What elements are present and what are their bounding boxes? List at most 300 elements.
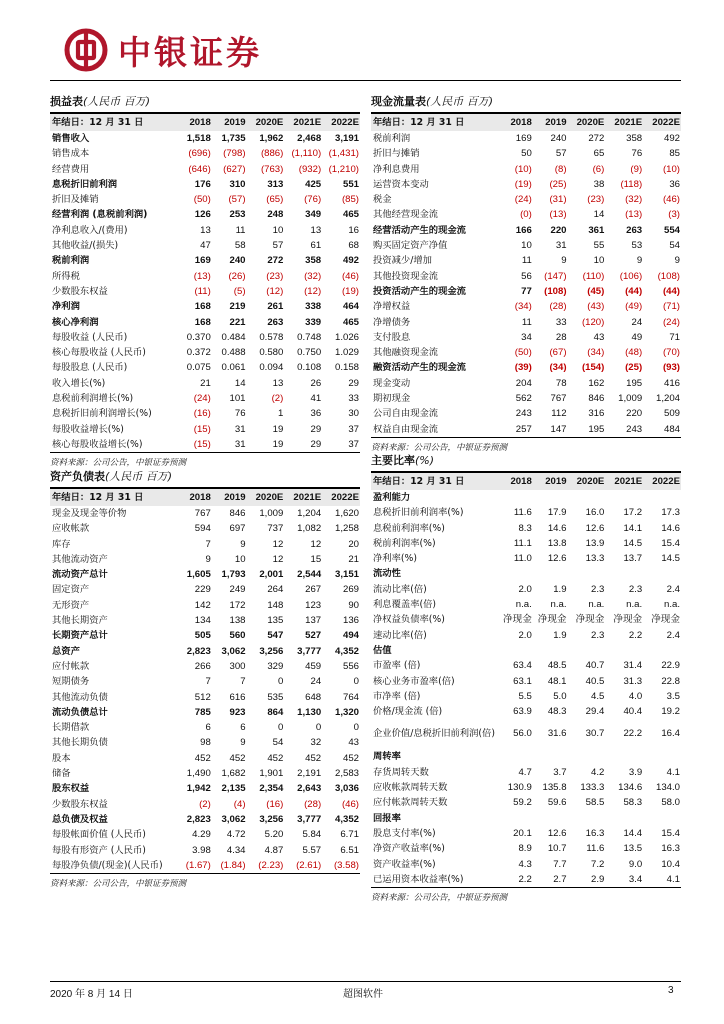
row-value: (9) <box>630 163 643 175</box>
row-label: 长期借款 <box>52 722 90 734</box>
row-value: 240 <box>550 133 567 144</box>
row-value: 4,352 <box>334 645 359 657</box>
row-value: (65) <box>266 194 284 206</box>
row-value: 2,135 <box>221 783 246 795</box>
row-label: 净权益负债率(%) <box>373 614 445 626</box>
row-label: 总资产 <box>52 645 80 657</box>
row-value: (1,431) <box>328 148 359 160</box>
row-value: 30 <box>348 408 359 420</box>
row-value: 785 <box>194 706 211 718</box>
row-value: 349 <box>305 209 322 221</box>
row-value: 0.094 <box>259 362 284 374</box>
row-label: 其他融资现金流 <box>373 347 439 359</box>
row-value: 0.578 <box>259 331 284 343</box>
row-value: 263 <box>267 316 284 328</box>
row-value: (110) <box>582 270 605 282</box>
cashflow-statement-panel <box>371 92 681 455</box>
table-row <box>371 269 681 284</box>
row-label: 税金 <box>373 194 392 206</box>
row-label: 其他长期负债 <box>52 737 108 749</box>
row-label: 经营费用 <box>52 163 90 175</box>
row-value: (50) <box>193 194 211 206</box>
row-label: 折旧及摊销 <box>52 194 99 206</box>
row-value <box>498 749 533 764</box>
row-value: 13.7 <box>623 553 643 565</box>
row-value: 0.488 <box>221 347 246 359</box>
row-value: 527 <box>305 630 322 642</box>
row-label: 每股股息 (人民币) <box>52 362 128 374</box>
fiscal-year-end-header: 年结日：12 月 31 日 <box>50 114 177 131</box>
table-header-row <box>371 114 681 131</box>
row-value: 43 <box>593 331 605 343</box>
row-value: 11 <box>521 255 532 267</box>
row-value: 10 <box>593 255 605 267</box>
table-row <box>371 162 681 177</box>
row-value: 16 <box>348 224 359 236</box>
year-column-header: 2021E <box>284 114 322 131</box>
row-value: (50) <box>514 347 532 359</box>
row-value: 11.1 <box>513 537 532 549</box>
row-value: 57 <box>272 240 284 252</box>
section-unit: (%) <box>415 454 435 467</box>
row-value: 243 <box>515 408 532 420</box>
row-value: 846 <box>588 393 605 405</box>
row-value: 50 <box>521 148 532 160</box>
row-value: 130.9 <box>507 782 532 794</box>
row-value: 33 <box>555 316 567 328</box>
table-row <box>371 299 681 314</box>
row-label: 其他经营现金流 <box>373 209 439 221</box>
row-label: 速动比率(倍) <box>373 629 427 641</box>
row-label: 核心每股收益 (人民币) <box>52 347 146 359</box>
row-value: 9 <box>240 538 246 550</box>
row-value: 10 <box>521 240 532 252</box>
table-row <box>371 704 681 719</box>
table-row <box>371 330 681 345</box>
year-column-header: 2019 <box>212 489 247 506</box>
footer-company: 超图软件 <box>343 989 383 1000</box>
row-value: 767 <box>194 508 211 519</box>
row-value: 3,062 <box>221 645 246 657</box>
row-label: 公司自由现金流 <box>373 408 439 420</box>
year-column-header: 2022E <box>643 114 681 131</box>
row-value: (19) <box>514 178 532 190</box>
row-value: 2,823 <box>186 645 211 657</box>
row-value: 14.5 <box>661 553 680 565</box>
table-row <box>50 238 360 253</box>
table-row <box>50 582 360 597</box>
table-row <box>50 674 360 689</box>
row-value: 3,777 <box>297 645 322 657</box>
row-value: 452 <box>267 752 284 764</box>
row-value: 459 <box>305 660 322 672</box>
table-row <box>50 858 360 874</box>
row-value: 11 <box>235 224 246 236</box>
footer-rule <box>50 981 681 982</box>
row-label: 净利率(%) <box>373 553 417 565</box>
row-value: 4.1 <box>666 766 680 778</box>
row-label: 销售收入 <box>52 133 90 144</box>
row-value: 43 <box>348 737 359 749</box>
row-value: 31 <box>212 437 247 453</box>
row-value: 1.9 <box>553 629 567 641</box>
row-value: 24 <box>310 676 322 688</box>
row-value: 19 <box>247 437 285 453</box>
row-value: 0.372 <box>186 347 211 359</box>
row-value: (10) <box>662 163 680 175</box>
table-row <box>371 391 681 406</box>
row-value: (48) <box>625 347 643 359</box>
row-value: 1,682 <box>221 768 246 780</box>
row-value <box>643 811 681 826</box>
row-label: 应付帐款周转天数 <box>373 797 448 809</box>
table-row <box>371 223 681 238</box>
row-label: 净增权益 <box>373 301 411 313</box>
row-value: (34) <box>549 362 567 374</box>
table-row <box>371 872 681 888</box>
row-value: 249 <box>229 584 246 596</box>
row-value: 0.061 <box>221 362 246 374</box>
row-value: (6) <box>592 163 605 175</box>
row-value: 300 <box>229 660 246 672</box>
row-value: 2,354 <box>259 783 284 795</box>
row-value: 98 <box>200 737 211 749</box>
row-value: (147) <box>544 270 567 282</box>
row-label: 其他收益/(损失) <box>52 240 119 252</box>
row-value: 15.4 <box>661 537 680 549</box>
row-value: 17.9 <box>547 507 567 519</box>
row-value: 5.0 <box>553 690 567 702</box>
table-row <box>371 749 681 764</box>
row-value: (2) <box>199 798 211 810</box>
year-column-header: 2020E <box>247 489 285 506</box>
row-value: 29 <box>310 423 322 435</box>
row-value: 846 <box>229 508 246 519</box>
row-value: 7 <box>205 676 211 688</box>
row-value: 425 <box>305 178 322 190</box>
row-value: n.a. <box>550 599 567 611</box>
row-value: n.a. <box>663 599 680 611</box>
row-value: 5.84 <box>302 829 322 841</box>
row-value: 36 <box>669 178 680 190</box>
row-value: 267 <box>305 584 322 596</box>
row-label: 库存 <box>52 538 71 550</box>
year-column-header: 2020E <box>247 114 285 131</box>
row-label: 息税前利润增长(%) <box>52 393 134 405</box>
row-value: 4.7 <box>518 766 532 778</box>
row-value: 0.748 <box>297 331 322 343</box>
row-value: 2,823 <box>186 813 211 825</box>
section-title <box>371 451 681 473</box>
row-value: (1.67) <box>177 858 212 874</box>
row-value: 535 <box>267 691 284 703</box>
row-value: 0 <box>353 676 359 688</box>
row-label: 估值 <box>373 644 392 656</box>
row-value: 764 <box>342 691 359 703</box>
row-value: 269 <box>342 584 359 596</box>
row-value: 2.3 <box>591 629 605 641</box>
table-row <box>371 177 681 192</box>
row-value: 137 <box>305 615 322 627</box>
row-value: 12 <box>272 553 284 565</box>
row-value: (108) <box>544 285 567 297</box>
row-value: (106) <box>619 270 643 282</box>
row-value: 14 <box>593 209 605 221</box>
row-value: 58.5 <box>585 797 605 809</box>
table-row <box>50 827 360 842</box>
row-value: (3) <box>668 209 680 221</box>
row-value: 512 <box>194 691 211 703</box>
table-row <box>371 826 681 841</box>
row-label: 经营利润 (息税前利润) <box>52 209 148 221</box>
row-value: 6.51 <box>340 844 359 856</box>
row-value: 2.4 <box>666 583 680 595</box>
row-value: (85) <box>341 194 359 206</box>
row-value: 3,191 <box>334 133 359 144</box>
row-value: (70) <box>662 347 680 359</box>
row-value: 13.3 <box>585 553 605 565</box>
source-note: 资料来源：公司公告，中银证券预测 <box>371 442 508 453</box>
row-value: (2.23) <box>247 858 285 874</box>
row-label: 企业价值/息税折旧前利润(倍) <box>373 728 495 740</box>
row-value: 864 <box>267 706 284 718</box>
row-value: 1,130 <box>297 706 322 718</box>
table-row <box>50 537 360 552</box>
table-row <box>50 812 360 827</box>
row-value: 0.484 <box>221 331 246 343</box>
row-value <box>605 811 643 826</box>
row-value: 56.0 <box>513 728 532 740</box>
row-value: 261 <box>267 301 284 313</box>
row-value: (696) <box>188 148 211 160</box>
row-value: 1,009 <box>259 508 284 519</box>
row-label: 其他投资现金流 <box>373 270 439 282</box>
table-row <box>371 612 681 627</box>
row-value: 1,620 <box>334 508 359 519</box>
table-row <box>371 284 681 299</box>
row-label: 投资减少/增加 <box>373 255 432 267</box>
row-label: 期初现金 <box>373 393 411 405</box>
section-unit: (人民币 百万) <box>83 95 151 108</box>
year-column-header: 2019 <box>533 473 568 490</box>
row-value: 316 <box>588 408 605 420</box>
row-value: 40.4 <box>623 706 643 718</box>
table-row <box>50 146 360 161</box>
row-value: 2.2 <box>628 629 643 641</box>
row-value: 2,001 <box>259 569 284 581</box>
row-value: (32) <box>625 194 643 206</box>
table-row <box>50 360 360 375</box>
row-value <box>498 490 533 505</box>
row-value: 126 <box>194 209 211 221</box>
row-label: 息税折旧前利润率(%) <box>373 507 464 519</box>
row-value: (0) <box>520 209 532 221</box>
table-row <box>50 751 360 766</box>
row-value: 68 <box>348 240 359 252</box>
row-value: 47 <box>200 240 211 252</box>
row-value: (46) <box>662 194 680 206</box>
row-value: 17.2 <box>623 507 643 519</box>
row-label: 税前利润 <box>52 255 90 267</box>
row-value: 329 <box>267 660 284 672</box>
row-value: 135.8 <box>542 782 567 794</box>
row-value: 36 <box>310 408 322 420</box>
financial-table <box>371 473 681 888</box>
row-value: 492 <box>663 133 680 144</box>
row-value: 923 <box>229 706 246 718</box>
table-row <box>50 422 360 437</box>
row-label: 股东权益 <box>52 783 90 795</box>
row-value: 14.5 <box>623 537 643 549</box>
row-value: 61 <box>310 240 322 252</box>
year-column-header: 2020E <box>568 114 606 131</box>
financial-table <box>50 489 360 874</box>
row-value: 31.4 <box>623 660 643 672</box>
fiscal-year-end-header: 年结日：12 月 31 日 <box>371 473 498 490</box>
row-value: (39) <box>514 362 532 374</box>
row-value: 2.9 <box>568 872 606 888</box>
row-value: 31 <box>555 240 567 252</box>
table-row <box>50 720 360 735</box>
row-value: 133.3 <box>580 782 605 794</box>
row-label: 息税折旧前利润 <box>52 178 118 190</box>
row-label: 少数股东权益 <box>52 798 108 810</box>
row-value: 3.98 <box>192 844 211 856</box>
row-value: 195 <box>568 422 606 438</box>
year-column-header: 2022E <box>322 489 360 506</box>
row-label: 融资活动产生的现金流 <box>373 362 466 374</box>
row-value: (24) <box>514 194 532 206</box>
row-value: 14.6 <box>547 522 567 534</box>
table-row <box>50 690 360 705</box>
row-value: 168 <box>194 301 211 313</box>
row-value: (2.61) <box>284 858 322 874</box>
row-value <box>498 811 533 826</box>
row-value <box>568 566 606 581</box>
row-value: 264 <box>267 584 284 596</box>
row-value: 3.4 <box>605 872 643 888</box>
row-value: 2,191 <box>297 768 322 780</box>
row-value: 48.3 <box>547 706 567 718</box>
row-label: 息税前利润率(%) <box>373 522 445 534</box>
row-value: (798) <box>223 148 246 160</box>
row-value: 737 <box>267 523 284 535</box>
row-value: (49) <box>625 301 643 313</box>
row-value: 240 <box>229 255 246 267</box>
row-value: 4.2 <box>591 766 605 778</box>
row-value: 85 <box>669 148 680 160</box>
row-label: 净利息费用 <box>373 163 420 175</box>
row-value: 4.72 <box>226 829 246 841</box>
row-value: 59.2 <box>513 797 532 809</box>
row-value: (67) <box>549 347 567 359</box>
row-value: 29 <box>348 377 359 389</box>
row-value: 8.9 <box>518 843 532 855</box>
row-value: 2.7 <box>533 872 568 888</box>
table-row <box>371 536 681 551</box>
row-label: 核心业务市盈率(倍) <box>373 675 455 687</box>
table-row <box>50 269 360 284</box>
year-column-header: 2018 <box>177 114 212 131</box>
brand-name: 中银证券 <box>118 32 262 72</box>
row-value: 11.0 <box>513 553 532 565</box>
row-value: 20.1 <box>513 827 532 839</box>
table-row <box>371 253 681 268</box>
key-ratios-panel <box>371 451 681 905</box>
row-value: 2,583 <box>334 768 359 780</box>
row-value: 17.3 <box>661 507 680 519</box>
table-row <box>50 437 360 453</box>
table-row <box>50 781 360 796</box>
row-value: 16.3 <box>661 843 680 855</box>
row-value: 1,605 <box>186 569 211 581</box>
row-value: 2,544 <box>297 569 322 581</box>
row-value: 65 <box>593 148 605 160</box>
row-value: (5) <box>233 285 246 297</box>
row-value: 54 <box>272 737 284 749</box>
table-row <box>50 613 360 628</box>
row-value: 71 <box>669 331 680 343</box>
row-value: 358 <box>305 255 322 267</box>
row-label: 盈利能力 <box>373 492 411 503</box>
row-value: 净现金 <box>575 614 605 626</box>
source-note: 资料来源：公司公告，中银证券预测 <box>50 458 187 469</box>
row-value <box>605 566 643 581</box>
row-label: 无形资产 <box>52 599 90 611</box>
row-value: (11) <box>194 285 211 297</box>
row-value: 361 <box>588 224 605 236</box>
row-value: 3,062 <box>221 813 246 825</box>
row-value: 9 <box>636 255 643 267</box>
row-value: 767 <box>550 393 567 405</box>
table-row <box>371 643 681 658</box>
income-statement-panel <box>50 92 360 470</box>
row-label: 经营活动产生的现金流 <box>373 224 466 236</box>
row-value: 31.6 <box>547 728 567 740</box>
row-value: 4.29 <box>192 829 211 841</box>
table-row <box>371 360 681 375</box>
section-title <box>50 467 360 489</box>
row-value: 494 <box>342 630 359 642</box>
row-value: 31.3 <box>623 675 643 687</box>
row-value: (24) <box>662 316 680 328</box>
row-value: 248 <box>267 209 284 221</box>
row-value: 168 <box>194 316 211 328</box>
row-label: 每股帐面价值 (人民币) <box>52 829 146 841</box>
row-value: 3,256 <box>259 813 284 825</box>
year-column-header: 2022E <box>322 114 360 131</box>
row-label: 应付帐款 <box>52 660 90 672</box>
table-row <box>371 505 681 520</box>
row-label: 市盈率 (倍) <box>373 660 421 672</box>
row-value: (19) <box>341 285 359 297</box>
row-value: (25) <box>549 178 567 190</box>
table-row <box>371 406 681 421</box>
boc-logo-icon <box>64 28 108 72</box>
brand-logo <box>64 28 262 72</box>
row-value: (16) <box>193 408 211 420</box>
row-value: 358 <box>626 133 643 144</box>
row-value: 16.4 <box>661 728 680 740</box>
year-column-header: 2022E <box>643 473 681 490</box>
row-value: 9 <box>205 553 211 565</box>
row-value: 1,942 <box>186 783 211 795</box>
row-value: 4,352 <box>334 813 359 825</box>
row-label: 应收帐款周转天数 <box>373 782 448 794</box>
row-value: 3.7 <box>553 766 567 778</box>
row-label: 每股净负债/(现金)(人民币) <box>50 858 177 874</box>
row-value: 0.075 <box>186 362 211 374</box>
